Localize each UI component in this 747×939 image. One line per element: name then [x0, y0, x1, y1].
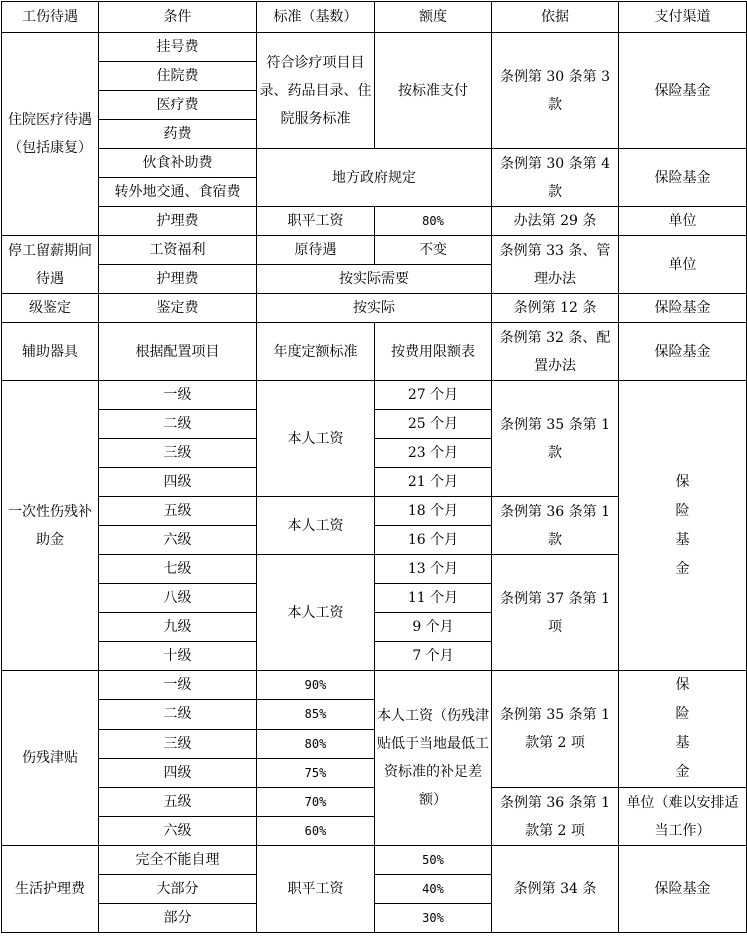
hospital-channel2: 保险基金 — [619, 149, 747, 207]
table-row — [2, 149, 747, 178]
allowance-level: 二级 — [99, 700, 257, 729]
hospital-item: 挂号费 — [99, 33, 257, 62]
appraisal-item: 鉴定费 — [99, 294, 257, 323]
suspension-channel: 单位 — [619, 236, 747, 294]
lump-sum-months: 13 个月 — [375, 555, 492, 584]
lump-sum-months: 25 个月 — [375, 410, 492, 439]
category-hospital: 住院医疗待遇（包括康复） — [2, 33, 99, 236]
allowance-channel-1-4: 保 险 基 金 — [619, 671, 747, 788]
category-lump-sum: 一次性伤残补助金 — [2, 381, 99, 671]
table-row — [2, 294, 747, 323]
table-row — [2, 788, 747, 817]
category-appraisal: 级鉴定 — [2, 294, 99, 323]
lump-sum-basis-7-10: 条例第 37 条第 1 项 — [492, 555, 619, 671]
table-row — [2, 323, 747, 381]
hospital-standard: 符合诊疗项目目录、药品目录、住院服务标准 — [257, 33, 375, 149]
allowance-rate: 60% — [257, 817, 375, 846]
hospital-basis2: 条例第 30 条第 4 款 — [492, 149, 619, 207]
lump-sum-std: 本人工资 — [257, 497, 375, 555]
header-basis: 依据 — [492, 2, 619, 33]
living-care-level: 部分 — [99, 904, 257, 933]
lump-sum-months: 23 个月 — [375, 439, 492, 468]
lump-sum-level: 五级 — [99, 497, 257, 526]
table-row — [2, 671, 747, 700]
living-care-rate: 30% — [375, 904, 492, 933]
allowance-level: 一级 — [99, 671, 257, 700]
lump-sum-months: 16 个月 — [375, 526, 492, 555]
lump-sum-level: 十级 — [99, 642, 257, 671]
allowance-level: 六级 — [99, 817, 257, 846]
table-row — [2, 236, 747, 265]
hospital-nursing-basis: 办法第 29 条 — [492, 207, 619, 236]
hospital-nursing-amt: 80% — [375, 207, 492, 236]
category-aids: 辅助器具 — [2, 323, 99, 381]
lump-sum-level: 八级 — [99, 584, 257, 613]
hospital-basis: 条例第 30 条第 3 款 — [492, 33, 619, 149]
living-care-basis: 条例第 34 条 — [492, 846, 619, 933]
lump-sum-months: 9 个月 — [375, 613, 492, 642]
table-row — [2, 846, 747, 875]
lump-sum-std: 本人工资 — [257, 381, 375, 497]
header-condition: 条件 — [99, 2, 257, 33]
category-allowance: 伤残津贴 — [2, 671, 99, 846]
allowance-basis-5-6: 条例第 36 条第 1 款第 2 项 — [492, 788, 619, 846]
aids-amt: 按费用限额表 — [375, 323, 492, 381]
allowance-amt: 本人工资（伤残津贴低于当地最低工资标准的补足差额） — [375, 671, 492, 846]
table-header-row — [2, 2, 747, 33]
lump-sum-months: 18 个月 — [375, 497, 492, 526]
hospital-travel: 转外地交通、食宿费 — [99, 178, 257, 207]
living-care-rate: 50% — [375, 846, 492, 875]
hospital-meal: 伙食补助费 — [99, 149, 257, 178]
lump-sum-channel: 保 险 基 金 — [619, 381, 747, 671]
lump-sum-months: 11 个月 — [375, 584, 492, 613]
appraisal-basis: 条例第 12 条 — [492, 294, 619, 323]
hospital-nursing: 护理费 — [99, 207, 257, 236]
lump-sum-basis-5-6: 条例第 36 条第 1 款 — [492, 497, 619, 555]
table-row — [2, 381, 747, 410]
appraisal-std: 按实际 — [257, 294, 492, 323]
hospital-amount: 按标准支付 — [375, 33, 492, 149]
header-channel: 支付渠道 — [619, 2, 747, 33]
suspension-welfare: 工资福利 — [99, 236, 257, 265]
living-care-std: 职平工资 — [257, 846, 375, 933]
lump-sum-level: 三级 — [99, 439, 257, 468]
table-row — [2, 33, 747, 62]
lump-sum-basis-1-4: 条例第 35 条第 1 款 — [492, 381, 619, 497]
suspension-welfare-std: 原待遇 — [257, 236, 375, 265]
lump-sum-level: 一级 — [99, 381, 257, 410]
suspension-welfare-amt: 不变 — [375, 236, 492, 265]
appraisal-channel: 保险基金 — [619, 294, 747, 323]
suspension-nursing: 护理费 — [99, 265, 257, 294]
allowance-rate: 75% — [257, 758, 375, 787]
suspension-basis: 条例第 33 条、管理办法 — [492, 236, 619, 294]
aids-basis: 条例第 32 条、配置办法 — [492, 323, 619, 381]
lump-sum-level: 九级 — [99, 613, 257, 642]
hospital-item: 药费 — [99, 120, 257, 149]
lump-sum-months: 27 个月 — [375, 381, 492, 410]
allowance-basis-1-4: 条例第 35 条第 1 款第 2 项 — [492, 671, 619, 788]
hospital-nursing-channel: 单位 — [619, 207, 747, 236]
living-care-rate: 40% — [375, 875, 492, 904]
allowance-level: 五级 — [99, 788, 257, 817]
suspension-nursing-std: 按实际需要 — [257, 265, 492, 294]
allowance-rate: 85% — [257, 700, 375, 729]
lump-sum-level: 二级 — [99, 410, 257, 439]
hospital-item: 住院费 — [99, 62, 257, 91]
living-care-level: 完全不能自理 — [99, 846, 257, 875]
allowance-rate: 70% — [257, 788, 375, 817]
header-standard: 标准（基数） — [257, 2, 375, 33]
allowance-level: 四级 — [99, 758, 257, 787]
lump-sum-std: 本人工资 — [257, 555, 375, 671]
aids-std: 年度定额标准 — [257, 323, 375, 381]
lump-sum-level: 四级 — [99, 468, 257, 497]
aids-item: 根据配置项目 — [99, 323, 257, 381]
living-care-level: 大部分 — [99, 875, 257, 904]
hospital-local-rule: 地方政府规定 — [257, 149, 492, 207]
header-amount: 额度 — [375, 2, 492, 33]
allowance-channel-5-6: 单位（难以安排适当工作） — [619, 788, 747, 846]
aids-channel: 保险基金 — [619, 323, 747, 381]
header-benefit: 工伤待遇 — [2, 2, 99, 33]
living-care-channel: 保险基金 — [619, 846, 747, 933]
lump-sum-level: 七级 — [99, 555, 257, 584]
hospital-item: 医疗费 — [99, 91, 257, 120]
allowance-level: 三级 — [99, 729, 257, 758]
hospital-channel: 保险基金 — [619, 33, 747, 149]
category-suspension: 停工留薪期间待遇 — [2, 236, 99, 294]
hospital-nursing-std: 职平工资 — [257, 207, 375, 236]
allowance-rate: 80% — [257, 729, 375, 758]
category-living-care: 生活护理费 — [2, 846, 99, 933]
table-row — [2, 207, 747, 236]
lump-sum-months: 7 个月 — [375, 642, 492, 671]
lump-sum-months: 21 个月 — [375, 468, 492, 497]
work-injury-benefits-table — [1, 1, 747, 933]
lump-sum-level: 六级 — [99, 526, 257, 555]
allowance-rate: 90% — [257, 671, 375, 700]
